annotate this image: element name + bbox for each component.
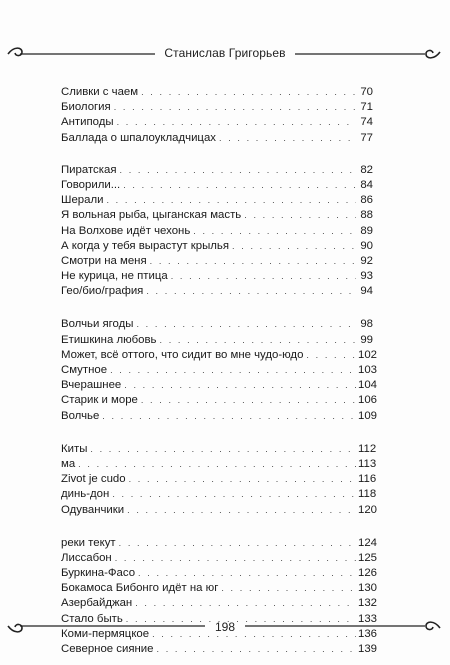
table-of-contents <box>61 84 378 665</box>
dot-leader <box>114 99 356 115</box>
entry-title: Пиратская <box>61 163 117 176</box>
entry-title: Смотри на меня <box>61 254 147 267</box>
toc-section <box>61 441 378 517</box>
entry-title: Я вольная рыба, цыганская масть <box>61 209 242 222</box>
toc-entry <box>61 595 378 610</box>
entry-title: Биология <box>61 101 111 114</box>
dot-leader <box>129 471 356 487</box>
toc-entry <box>61 392 378 407</box>
toc-entry <box>61 253 373 268</box>
toc-entry <box>61 550 378 565</box>
entry-page-number: 103 <box>358 364 378 376</box>
entry-title: Бокамоса Бибонго идёт на юг <box>61 582 219 595</box>
entry-title: На Волхове идёт чехонь <box>61 224 191 237</box>
dot-leader <box>115 550 356 566</box>
entry-page-number: 99 <box>360 333 373 346</box>
entry-title: Гео/био/графия <box>61 285 144 298</box>
toc-entry <box>61 441 377 456</box>
toc-entry <box>61 207 373 222</box>
dot-leader <box>119 535 356 551</box>
entry-title: Лиссабон <box>61 551 112 564</box>
entry-page-number: 74 <box>360 116 373 129</box>
dot-leader <box>306 347 356 363</box>
page-number: 198 <box>214 620 236 634</box>
dot-leader <box>112 486 356 502</box>
entry-title: Северное сияние <box>61 643 154 655</box>
toc-entry <box>61 408 378 423</box>
dot-leader <box>102 408 356 424</box>
toc-entry <box>61 580 378 595</box>
entry-title: Стало быть <box>61 612 123 625</box>
entry-page-number: 130 <box>358 582 378 595</box>
entry-title: Волчье <box>61 409 100 422</box>
dot-leader <box>146 283 356 299</box>
toc-entry <box>61 486 377 501</box>
dot-leader <box>120 162 357 178</box>
toc-entry <box>61 283 373 298</box>
entry-title: Старик и море <box>61 394 138 407</box>
entry-title: Не курица, не птица <box>61 270 168 283</box>
entry-page-number: 125 <box>358 551 378 564</box>
entry-title: Вчерашнее <box>61 379 122 392</box>
dot-leader <box>160 332 357 348</box>
entry-title: Волчьи ягоды <box>61 318 134 331</box>
dot-leader <box>141 84 356 100</box>
running-footer <box>0 612 450 642</box>
dot-leader <box>219 130 356 146</box>
entry-title: Сливки с чаем <box>61 86 139 98</box>
running-header <box>0 38 450 68</box>
entry-page-number: 86 <box>360 194 373 207</box>
entry-page-number: 118 <box>358 488 377 501</box>
entry-page-number: 112 <box>358 442 377 455</box>
entry-title: Етишкина любовь <box>61 333 157 346</box>
entry-page-number: 132 <box>358 597 378 610</box>
toc-entry <box>61 177 373 192</box>
entry-page-number: 77 <box>360 131 373 144</box>
toc-entry <box>61 238 373 253</box>
entry-title: Азербайджан <box>61 597 133 610</box>
entry-title: Говорили... <box>61 178 121 191</box>
toc-entry <box>61 130 373 145</box>
dot-leader <box>124 377 356 393</box>
entry-page-number: 116 <box>358 473 377 486</box>
toc-entry <box>61 192 373 207</box>
toc-section <box>61 84 373 145</box>
dot-leader <box>221 580 356 596</box>
entry-page-number: 104 <box>358 379 378 392</box>
toc-section <box>61 162 373 299</box>
entry-title: Шерали <box>61 194 104 207</box>
dot-leader <box>193 223 356 239</box>
entry-page-number: 124 <box>358 536 378 549</box>
toc-entry <box>61 535 378 550</box>
entry-title: А когда у тебя вырастут крылья <box>61 239 230 252</box>
entry-title: Zivot je cudo <box>61 473 126 486</box>
entry-title: Смутное <box>61 364 108 376</box>
entry-page-number: 136 <box>358 627 378 640</box>
entry-title: Киты <box>61 442 88 455</box>
toc-section <box>61 316 378 422</box>
toc-entry <box>61 377 378 392</box>
entry-page-number: 120 <box>358 503 378 516</box>
dot-leader <box>171 268 356 284</box>
entry-page-number: 84 <box>360 178 373 191</box>
entry-title: Может, всё оттого, что сидит во мне чудо-юдо <box>61 348 304 361</box>
dot-leader <box>150 253 356 269</box>
entry-page-number: 70 <box>360 86 373 98</box>
toc-entry <box>61 502 378 517</box>
entry-title: динь-дон <box>61 488 110 501</box>
dot-leader <box>232 238 356 254</box>
toc-entry <box>61 223 373 238</box>
entry-page-number: 139 <box>358 643 378 655</box>
entry-title: Антиподы <box>61 116 114 129</box>
entry-title: ма <box>61 457 76 470</box>
toc-entry <box>61 471 377 486</box>
dot-leader <box>157 641 357 657</box>
author-name: Станислав Григорьев <box>164 46 286 60</box>
entry-page-number: 126 <box>358 567 378 580</box>
dot-leader <box>123 177 356 193</box>
entry-title: Одуванчики <box>61 503 125 516</box>
entry-title: реки текут <box>61 536 116 549</box>
entry-page-number: 133 <box>358 612 378 625</box>
entry-page-number: 88 <box>360 209 373 222</box>
entry-title: Буркина-Фасо <box>61 567 136 580</box>
toc-entry <box>61 362 378 377</box>
dot-leader <box>106 192 356 208</box>
dot-leader <box>136 316 356 332</box>
dot-leader <box>110 362 356 378</box>
dot-leader <box>78 456 356 472</box>
toc-entry <box>61 99 373 114</box>
entry-page-number: 93 <box>360 270 373 283</box>
entry-page-number: 89 <box>360 224 373 237</box>
toc-entry <box>61 114 373 129</box>
dot-leader <box>90 441 356 457</box>
dot-leader <box>138 565 356 581</box>
entry-page-number: 109 <box>358 409 378 422</box>
entry-page-number: 106 <box>358 394 378 407</box>
dot-leader <box>244 207 356 223</box>
toc-entry <box>61 641 378 656</box>
entry-title: Коми-пермяцкое <box>61 627 150 640</box>
dot-leader <box>135 595 356 611</box>
entry-page-number: 113 <box>358 457 377 470</box>
dot-leader <box>117 114 356 130</box>
entry-page-number: 94 <box>360 285 373 298</box>
dot-leader <box>141 392 356 408</box>
toc-entry <box>61 162 373 177</box>
entry-page-number: 98 <box>360 318 373 331</box>
entry-page-number: 102 <box>358 348 378 361</box>
entry-page-number: 92 <box>360 254 373 267</box>
entry-title: Баллада о шпалоукладчицах <box>61 131 216 144</box>
entry-page-number: 71 <box>360 101 373 114</box>
toc-entry <box>61 347 378 362</box>
toc-entry <box>61 332 373 347</box>
toc-entry <box>61 316 373 331</box>
toc-entry <box>61 565 378 580</box>
entry-page-number: 82 <box>360 163 373 176</box>
entry-page-number: 90 <box>360 239 373 252</box>
toc-entry <box>61 268 373 283</box>
toc-entry <box>61 84 373 99</box>
dot-leader <box>127 502 356 518</box>
toc-entry <box>61 456 377 471</box>
